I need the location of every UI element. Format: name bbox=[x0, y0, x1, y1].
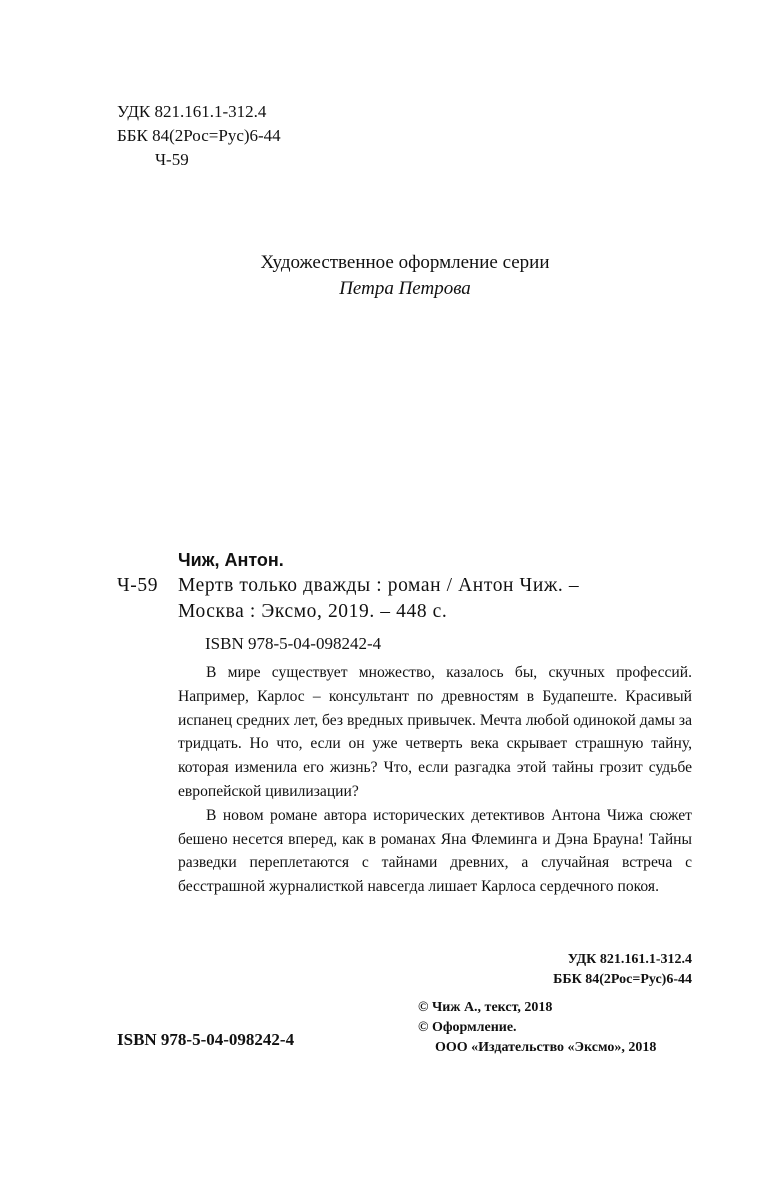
bbk-code: ББК 84(2Рос=Рус)6-44 bbox=[117, 126, 281, 145]
udk-code-bold: УДК 821.161.1-312.4 bbox=[567, 952, 692, 967]
bbk-code-bold: ББК 84(2Рос=Рус)6-44 bbox=[553, 972, 692, 987]
catalog-title-line-1: Мертв только дважды : роман / Антон Чиж. – bbox=[178, 575, 580, 596]
annotation-paragraph: В мире существует множество, казалось бы, скучных профессий. Например, Карлос – консультант по древностям в Будапеште. Красивый испанец средних лет, без вредных привычек. Мечта любой одинокой дамы за тридцать. Но что, если он уже четверть века скрывает страшную тайну, которая изменила его жизнь? Что, если разгадка этой тайны грозит судьбе европейской цивилизации? bbox=[178, 664, 692, 800]
catalog-title-line-2: Москва : Эксмо, 2019. – 448 с. bbox=[178, 601, 448, 622]
copyright-text: © Чиж А., текст, 2018 bbox=[418, 1000, 553, 1015]
catalog-isbn: ISBN 978-5-04-098242-4 bbox=[205, 634, 382, 653]
author-mark: Ч-59 bbox=[155, 150, 189, 169]
right-codes-block bbox=[553, 950, 692, 990]
udk-code: УДК 821.161.1-312.4 bbox=[117, 102, 267, 121]
author-heading: Чиж, Антон. bbox=[178, 550, 284, 570]
series-design-artist: Петра Петрова bbox=[339, 278, 471, 299]
series-design-label: Художественное оформление серии bbox=[260, 252, 550, 273]
copyright-design: © Оформление. bbox=[418, 1020, 517, 1035]
publisher-line: ООО «Издательство «Эксмо», 2018 bbox=[435, 1040, 657, 1055]
copyright-block bbox=[418, 998, 656, 1058]
annotation bbox=[178, 661, 692, 899]
catalog-author-mark: Ч-59 bbox=[117, 575, 159, 596]
isbn-bottom: ISBN 978-5-04-098242-4 bbox=[117, 1030, 295, 1049]
annotation-paragraph: В новом романе автора исторических детективов Антона Чижа сюжет бешено несется вперед, как в романах Яна Флеминга и Дэна Брауна! Тайны разведки переплетаются с тайнами древних, а случайная встреча с бесстрашной журналисткой навсегда лишает Карлоса сердечного покоя. bbox=[178, 806, 692, 896]
